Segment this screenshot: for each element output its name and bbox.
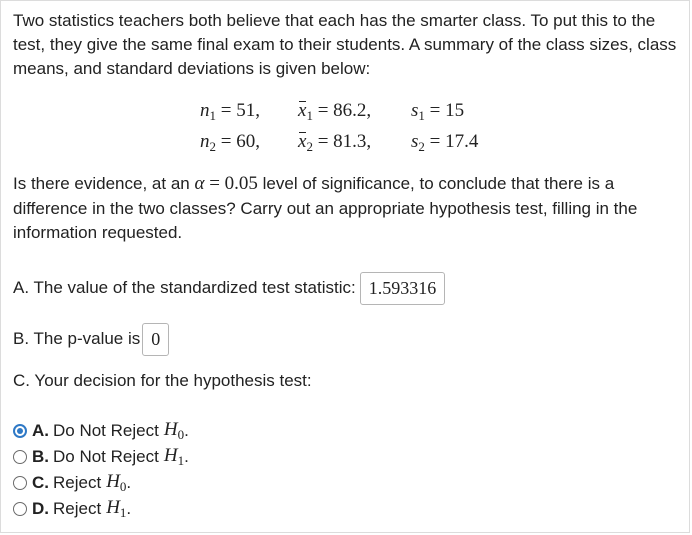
option-c[interactable]: C. Reject $H_0$ . [13,470,189,496]
option-a[interactable]: A. Do Not Reject $H_0$ . [13,418,189,444]
radio-button-selected-icon[interactable] [13,424,27,438]
problem-intro: Two statistics teachers both believe that each has the smarter class. To put this to the test, they give the same final exam to their students. A summary of the class sizes, class means, and standard deviations is given below: [13,11,677,78]
decision-options [13,418,189,522]
radio-button-icon[interactable] [13,476,27,490]
summary-row-2 [200,131,478,155]
xbar1-value: $x_1 = 86.2$, [298,100,372,123]
part-c-label: C. Your decision for the hypothesis test: [13,371,312,390]
radio-button-icon[interactable] [13,450,27,464]
s1-value: $s_1 = 15$ [411,100,465,123]
n1-value: $n_1 = 51$, [200,100,260,123]
n2-value: $n_2 = 60$, [200,131,260,154]
part-b-label: B. The p-value is [13,328,141,348]
part-a [13,272,445,305]
option-b[interactable]: B. Do Not Reject $H_1$ . [13,444,189,470]
s2-value: $s_2 = 17.4$ [411,131,479,154]
test-statistic-answer[interactable]: 1.593316 [360,272,446,305]
part-b [13,323,169,356]
p-value-answer[interactable]: 0 [142,323,169,356]
alpha-value: = 0.05 [204,173,258,194]
part-a-label: A. The value of the standardized test statistic: [13,277,356,297]
question-text: Is there evidence, at an α = 0.05 level of significance, to conclude that there is a difference in the two classes? Carry out an appropriate hypothesis test, filling in the information requested. [13,173,638,242]
alpha-symbol: α [194,173,205,194]
summary-row-1 [200,100,464,124]
radio-button-icon[interactable] [13,502,27,516]
option-d[interactable]: D. Reject $H_1$ . [13,496,189,522]
xbar2-value: $x_2 = 81.3$, [298,131,372,154]
